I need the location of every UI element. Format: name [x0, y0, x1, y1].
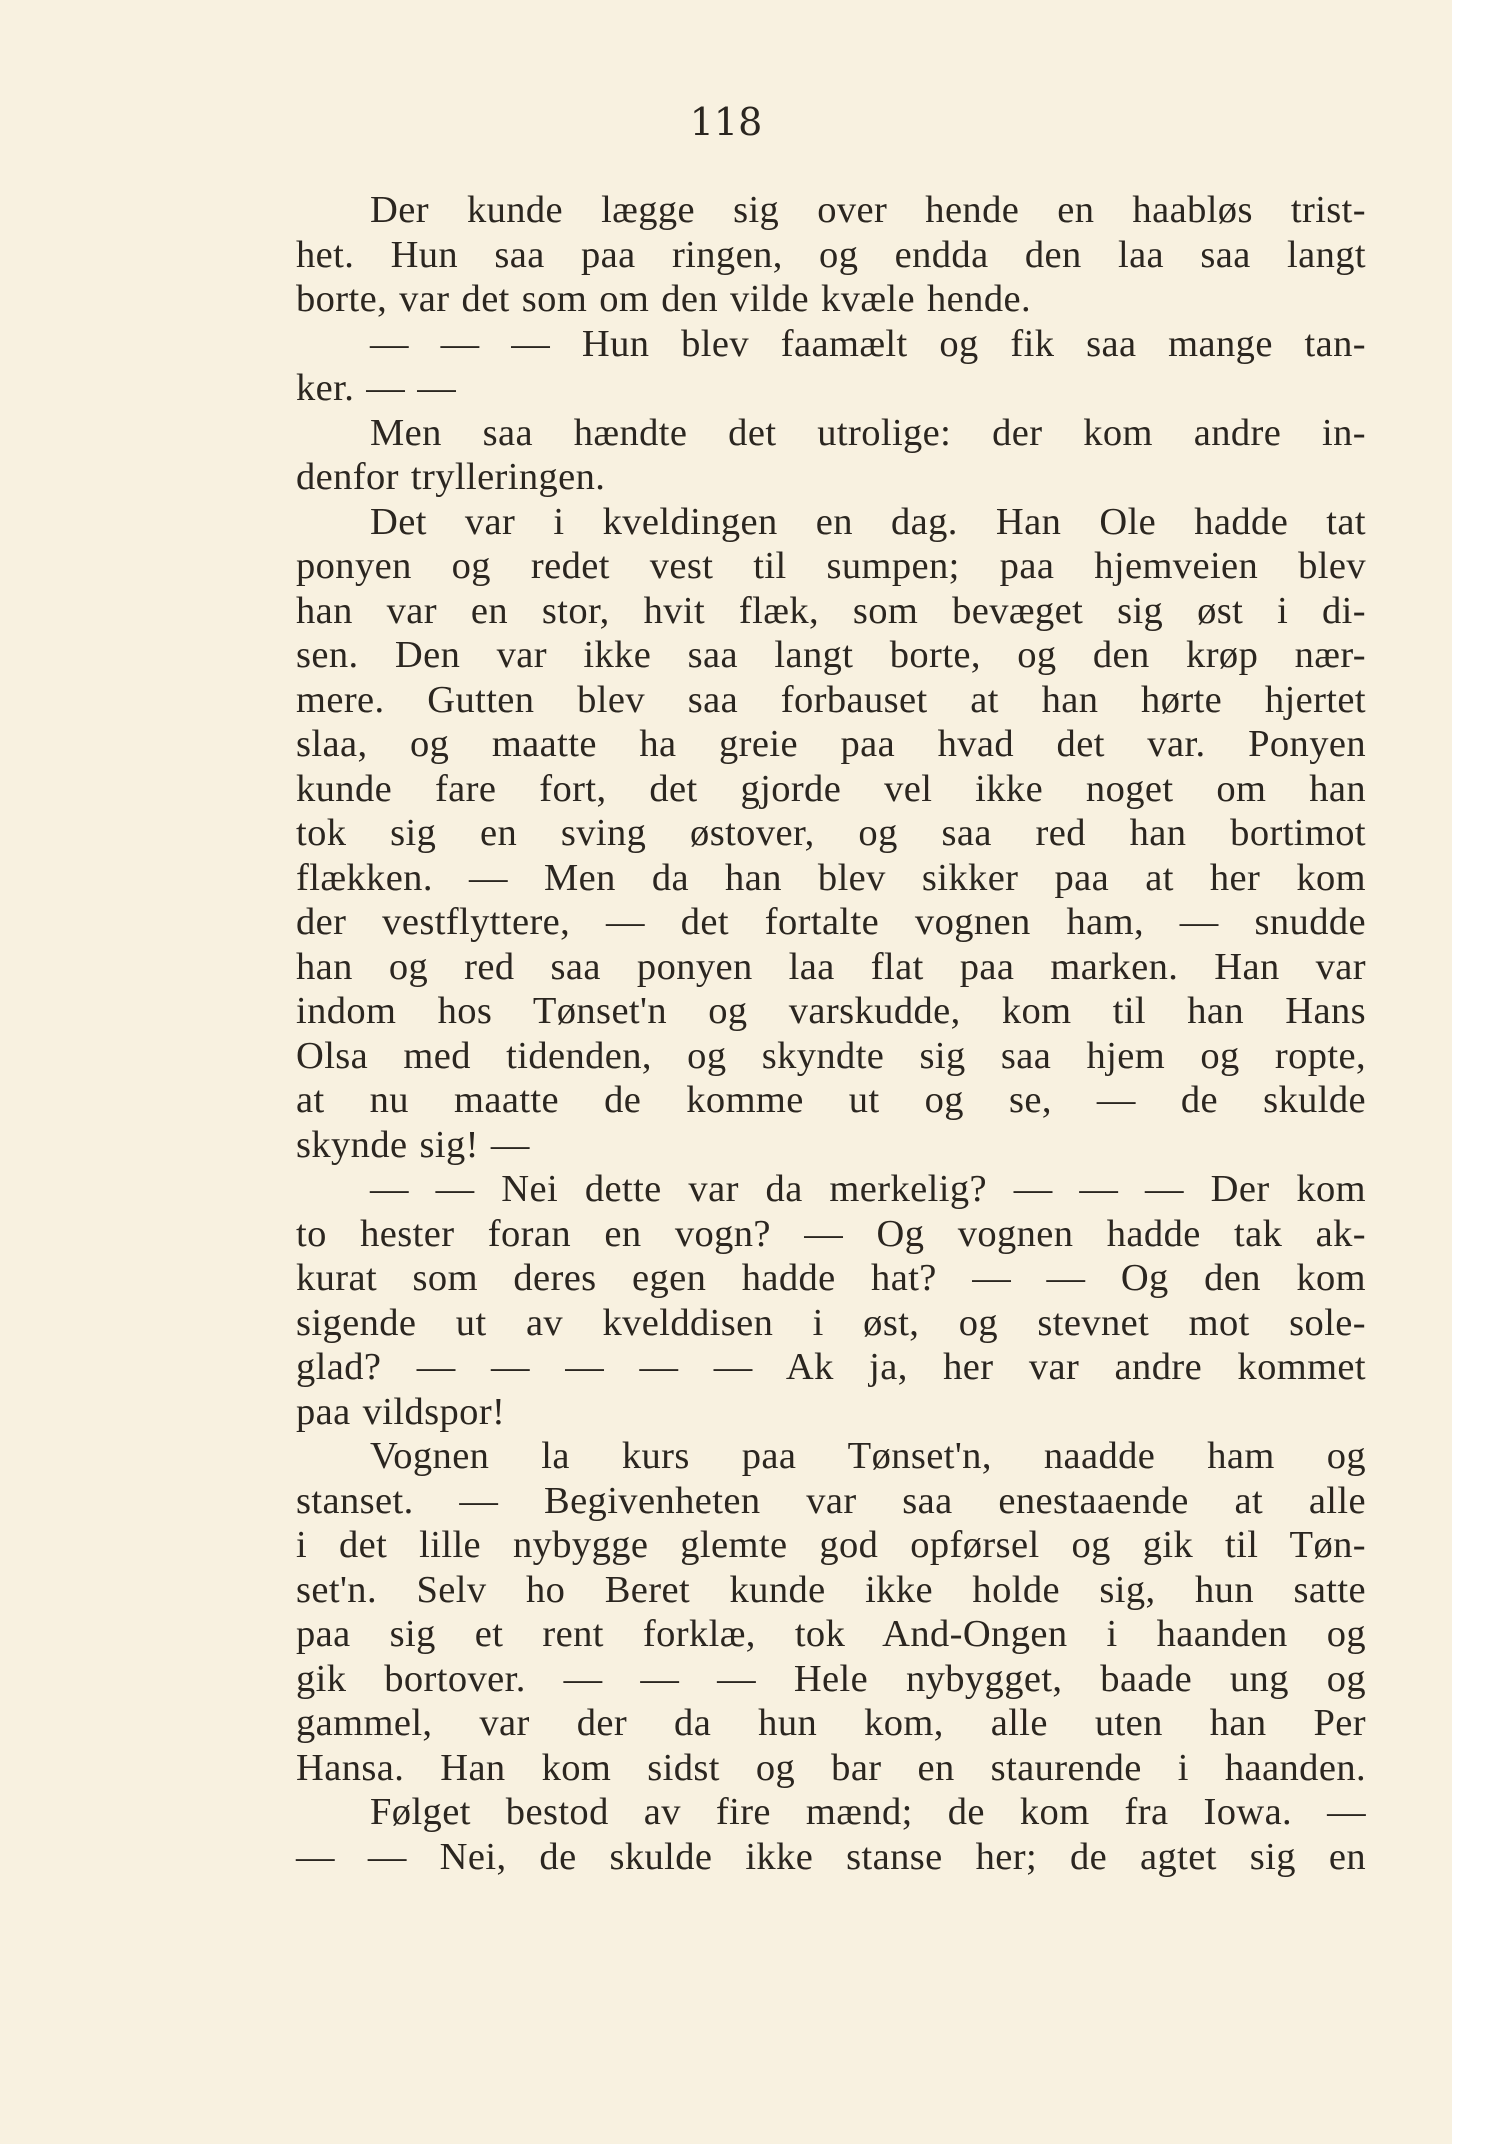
- text-line: Følget bestod av fire mænd; de kom fra Iowa. —: [370, 1791, 1366, 1833]
- text-line: han var en stor, hvit flæk, som bevæget sig øst i di-: [296, 589, 1366, 632]
- text-line: set'n. Selv ho Beret kunde ikke holde sig, hun satte: [296, 1568, 1366, 1611]
- text-line: Hansa. Han kom sidst og bar en staurende i haanden.: [296, 1746, 1366, 1789]
- text-line: glad? — — — — — Ak ja, her var andre kommet: [296, 1346, 1366, 1388]
- text-line: Men saa hændte det utrolige: der kom andre in-: [370, 411, 1366, 454]
- text-line: borte, var det som om den vilde kvæle hende.: [296, 278, 1031, 320]
- text-line: kunde fare fort, det gjorde vel ikke noget om han: [296, 767, 1366, 810]
- text-line: sen. Den var ikke saa langt borte, og den krøp nær-: [296, 634, 1366, 676]
- text-line: to hester foran en vogn? — Og vognen hadde tak ak-: [296, 1212, 1366, 1255]
- text-line: skynde sig! —: [296, 1123, 530, 1166]
- text-line: paa sig et rent forklæ, tok And-Ongen i haanden og: [296, 1613, 1366, 1655]
- text-line: denfor trylleringen.: [296, 456, 606, 498]
- text-line: i det lille nybygge glemte god opførsel og gik til Tøn-: [296, 1524, 1366, 1566]
- text-line: gammel, var der da hun kom, alle uten han Per: [296, 1702, 1366, 1744]
- text-line: flækken. — Men da han blev sikker paa at her kom: [296, 856, 1366, 899]
- text-line: slaa, og maatte ha greie paa hvad det var. Ponyen: [296, 723, 1366, 765]
- text-line: Vognen la kurs paa Tønset'n, naadde ham og: [370, 1435, 1366, 1477]
- text-line: paa vildspor!: [296, 1390, 506, 1433]
- page-number: 118: [689, 100, 763, 144]
- scan-margin: [1452, 0, 1504, 2144]
- text-line: Der kunde lægge sig over hende en haabløs trist-: [370, 189, 1366, 231]
- text-line: — — Nei dette var da merkelig? — — — Der kom: [370, 1168, 1366, 1210]
- text-line: — — — Hun blev faamælt og fik saa mange tan-: [370, 322, 1366, 365]
- text-line: han og red saa ponyen laa flat paa marken. Han var: [296, 945, 1366, 988]
- text-line: at nu maatte de komme ut og se, — de skulde: [296, 1079, 1366, 1121]
- text-line: indom hos Tønset'n og varskudde, kom til han Hans: [296, 990, 1366, 1032]
- text-line: — — Nei, de skulde ikke stanse her; de agtet sig en: [296, 1835, 1366, 1878]
- text-line: mere. Gutten blev saa forbauset at han hørte hjertet: [296, 678, 1366, 721]
- text-line: het. Hun saa paa ringen, og endda den laa saa langt: [296, 233, 1366, 276]
- text-line: gik bortover. — — — Hele nybygget, baade ung og: [296, 1657, 1366, 1700]
- text-line: kurat som deres egen hadde hat? — — Og den kom: [296, 1257, 1366, 1299]
- text-line: ponyen og redet vest til sumpen; paa hjemveien blev: [296, 545, 1366, 587]
- text-line: tok sig en sving østover, og saa red han bortimot: [296, 812, 1366, 854]
- text-line: der vestflyttere, — det fortalte vognen ham, — snudde: [296, 901, 1366, 943]
- text-line: stanset. — Begivenheten var saa enestaaende at alle: [296, 1479, 1366, 1522]
- text-line: sigende ut av kvelddisen i øst, og stevnet mot sole-: [296, 1301, 1366, 1344]
- text-line: Olsa med tidenden, og skyndte sig saa hjem og ropte,: [296, 1034, 1366, 1077]
- body-text: [296, 188, 1366, 1879]
- text-line: ker. — —: [296, 367, 457, 409]
- text-line: Det var i kveldingen en dag. Han Ole hadde tat: [370, 500, 1366, 543]
